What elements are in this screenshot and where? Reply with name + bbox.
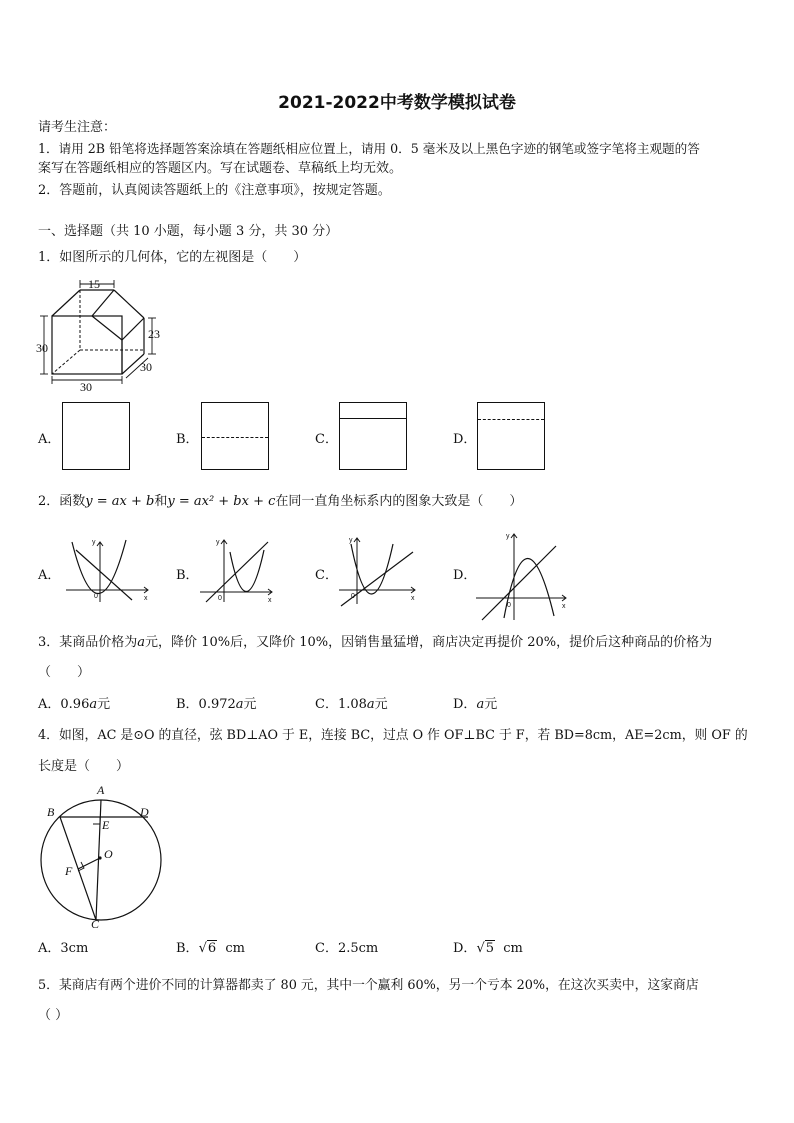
graph-d-x-label: x [562, 603, 566, 610]
q4-option-b-radicand: 6 [207, 941, 217, 956]
q3-option-d-var: a [476, 697, 485, 712]
q4-option-d[interactable] [453, 940, 523, 958]
notice-line-1b: 案写在答题纸相应的答题区内。写在试题卷、草稿纸上均无效。 [38, 161, 403, 176]
q3-stem [38, 634, 712, 652]
sqrt-icon: √ [198, 941, 207, 956]
point-b-label: B [47, 805, 55, 819]
point-d-label: D [140, 805, 149, 819]
q1-option-b-dashed-line [202, 437, 268, 438]
graph-a-origin: 0 [94, 593, 98, 600]
q4-stem-a: 4．如图，AC 是⊙O 的直径，弦 BD⊥AO 于 E，连接 BC，过点 O 作 OF⊥BC 于 F，若 BD=8cm，AE=2cm，则 OF 的 [38, 728, 748, 743]
dim-30-depth: 30 [140, 360, 152, 374]
q3-option-b-var: a [235, 697, 244, 712]
point-f-label: F [65, 864, 73, 878]
q1-stem: 1．如图所示的几何体，它的左视图是（ ） [38, 250, 307, 265]
q5-stem-b: （ ） [38, 1008, 69, 1023]
q1-option-d-dashed-line [478, 419, 544, 420]
q2-and: 和 [154, 494, 168, 509]
q3-stem-b: 元，降价 10%后，又降价 10%，因销售量猛增，商店决定再提价 20%，提价后这种商品的价格为 [145, 635, 713, 650]
point-a-label: A [97, 783, 105, 797]
q3-option-c-var: a [366, 697, 375, 712]
q2-option-b-label[interactable]: B． [176, 568, 199, 583]
notice-line-1a: 1．请用 2B 铅笔将选择题答案涂填在答题纸相应位置上，请用 0．5 毫米及以上黑色字迹的钢笔或签字笔将主观题的答 [38, 141, 700, 156]
graph-d-y-label: y [506, 533, 510, 540]
q1-option-a-square [62, 402, 130, 470]
q4-option-c[interactable]: C．2.5cm [315, 941, 379, 956]
q3-option-d-unit: 元 [484, 697, 498, 712]
page-title: 2021-2022中考数学模拟试卷 [278, 93, 516, 113]
dim-30-left: 30 [36, 341, 48, 355]
dim-23: 23 [148, 327, 160, 341]
q4-option-a[interactable]: A．3cm [38, 941, 89, 956]
dim-15: 15 [88, 277, 100, 291]
q4-option-d-radicand: 5 [485, 941, 495, 956]
q3-option-d[interactable] [453, 696, 497, 714]
q1-option-c-solid-line [340, 418, 406, 419]
q4-option-d-label: D． [453, 941, 477, 956]
q2-prefix: 2．函数 [38, 494, 86, 509]
q2-option-a-label[interactable]: A． [38, 568, 61, 583]
q2-option-c-label[interactable]: C． [315, 568, 338, 583]
q3-option-c[interactable] [315, 696, 388, 714]
section-heading: 一、选择题（共 10 小题，每小题 3 分，共 30 分） [38, 224, 339, 239]
point-c-label: C [91, 917, 100, 930]
q2-graph-d [474, 530, 570, 622]
q4-option-d-unit: cm [503, 941, 523, 956]
q4-circle-figure [36, 780, 166, 930]
q4-option-b-label: B． [176, 941, 199, 956]
graph-d-origin: 0 [507, 602, 511, 609]
q3-option-a-unit: 元 [97, 697, 111, 712]
q1-option-d-label[interactable]: D． [453, 432, 477, 447]
graph-c-y-label: y [349, 537, 353, 544]
q2-graph-b [198, 536, 276, 604]
graph-a-x-label: x [144, 595, 148, 602]
q5-stem-a: 5．某商店有两个进价不同的计算器都卖了 80 元，其中一个赢利 60%，另一个亏本 20%，在这次买卖中，这家商店 [38, 978, 699, 993]
graph-a-y-label: y [92, 539, 96, 546]
notice-line-2: 2．答题前，认真阅读答题纸上的《注意事项》，按规定答题。 [38, 183, 391, 198]
q1-solid-figure [34, 274, 170, 392]
q3-stem-a: 3．某商品价格为 [38, 635, 138, 650]
point-e-label: E [102, 818, 110, 832]
q4-option-b[interactable] [176, 940, 245, 958]
q3-option-b[interactable] [176, 696, 257, 714]
q3-option-d-label: D． [453, 697, 477, 712]
q3-option-a[interactable] [38, 696, 110, 714]
q1-option-c-label[interactable]: C． [315, 432, 338, 447]
q1-option-b-square [201, 402, 269, 470]
q4-option-b-unit: cm [225, 941, 246, 956]
q2-option-d-label[interactable]: D． [453, 568, 477, 583]
graph-b-y-label: y [216, 539, 220, 546]
q3-option-c-label: C．1.08 [315, 697, 367, 712]
notice-heading: 请考生注意： [38, 120, 117, 135]
q4-stem-b: 长度是（ ） [38, 759, 130, 774]
q2-graph-c [337, 534, 419, 608]
q3-option-b-unit: 元 [243, 697, 257, 712]
q3-option-a-label: A．0.96 [38, 697, 90, 712]
q1-option-c-square [339, 402, 407, 470]
q3-stem-c: （ ） [38, 665, 91, 680]
sqrt-icon: √ [476, 941, 485, 956]
q3-option-a-var: a [89, 697, 98, 712]
q3-option-c-unit: 元 [374, 697, 388, 712]
q2-suffix: 在同一直角坐标系内的图象大致是（ ） [275, 494, 523, 509]
q1-option-b-label[interactable]: B． [176, 432, 199, 447]
dim-30-bottom: 30 [80, 380, 92, 392]
q2-formula-linear: y = ax + b [85, 494, 155, 509]
q2-graph-a [62, 536, 154, 606]
graph-b-origin: 0 [218, 595, 222, 602]
graph-c-x-label: x [411, 595, 415, 602]
q2-stem [38, 493, 522, 511]
q2-formula-quadratic: y = ax² + bx + c [167, 494, 276, 509]
q3-option-b-label: B．0.972 [176, 697, 236, 712]
q1-option-a-label[interactable]: A． [38, 432, 61, 447]
q1-option-d-square [477, 402, 545, 470]
graph-b-x-label: x [268, 597, 272, 604]
q3-var: a [137, 635, 146, 650]
point-o-label: O [104, 847, 113, 861]
graph-c-origin: 0 [351, 593, 355, 600]
